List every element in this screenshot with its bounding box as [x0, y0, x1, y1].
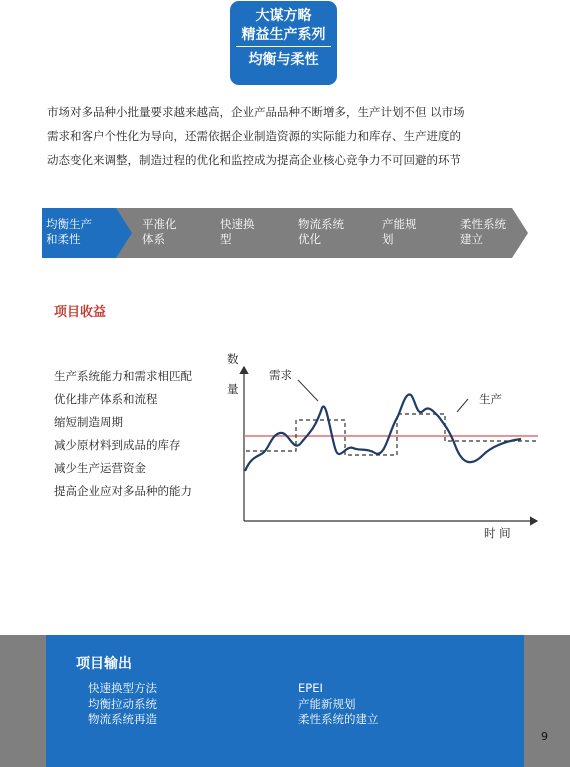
x-axis-label: 时 间 — [484, 526, 511, 540]
step-label-leveling: 平准化 体系 — [142, 217, 177, 246]
production-label: 生产 — [479, 392, 502, 406]
production-pointer — [457, 399, 468, 412]
step-label-flexible: 柔性系统 建立 — [460, 217, 506, 246]
benefit-item: 提高企业应对多品种的能力 — [54, 484, 192, 498]
series-title-box — [230, 1, 337, 85]
benefit-list — [54, 365, 192, 503]
output-item: 快速换型方法 — [88, 681, 157, 695]
output-item: 均衡拉动系统 — [88, 696, 157, 711]
intro-line: 市场对多品种小批量要求越来越高，企业产品品种不断增多，生产计划不但 以市场 — [47, 105, 465, 119]
intro-line: 需求和客户个性化为导向，还需依据企业制造资源的实际能力和库存、生产进度的 — [47, 129, 461, 143]
benefit-item: 减少生产运营资金 — [54, 461, 146, 475]
title-divider — [236, 46, 331, 47]
step-label-capacity: 产能规 划 — [382, 217, 417, 246]
output-item: 物流系统再造 — [88, 712, 157, 726]
brand-title: 大谋方略 — [255, 8, 312, 24]
output-title: 项目输出 — [76, 656, 132, 672]
process-chevrons — [42, 208, 532, 258]
benefit-item: 生产系统能力和需求相匹配 — [54, 369, 192, 383]
output-item: 产能新规划 — [298, 696, 356, 711]
benefit-item: 减少原材料到成品的库存 — [54, 438, 181, 452]
y-axis-label-1: 数 — [227, 352, 239, 366]
benefit-item: 优化排产体系和流程 — [54, 392, 158, 406]
step-label-logistics: 物流系统 优化 — [298, 217, 344, 246]
intro-line: 动态变化来调整，制造过程的优化和监控成为提高企业核心竞争力不可回避的环节 — [47, 153, 461, 167]
demand-production-diagram — [225, 345, 550, 545]
production-line — [246, 414, 538, 455]
intro-paragraph — [47, 100, 527, 172]
demand-pointer — [298, 380, 318, 401]
output-item: 柔性系统的建立 — [298, 712, 379, 726]
output-item: EPEI — [298, 681, 323, 695]
process-flow — [42, 208, 532, 258]
output-panel — [46, 635, 524, 767]
benefits-title: 项目收益 — [54, 305, 107, 320]
y-axis-label-2: 量 — [227, 382, 239, 396]
step-label-balance: 均衡生产 和柔性 — [46, 217, 92, 246]
step-label-quick-change: 快速换 型 — [220, 217, 255, 246]
demand-label: 需求 — [269, 368, 292, 382]
output-list-right — [298, 681, 379, 728]
topic-title: 均衡与柔性 — [248, 52, 319, 68]
series-title: 精益生产系列 — [241, 27, 326, 43]
benefit-item: 缩短制造周期 — [54, 415, 123, 429]
output-list-left — [88, 681, 157, 728]
page-number: 9 — [541, 730, 548, 743]
